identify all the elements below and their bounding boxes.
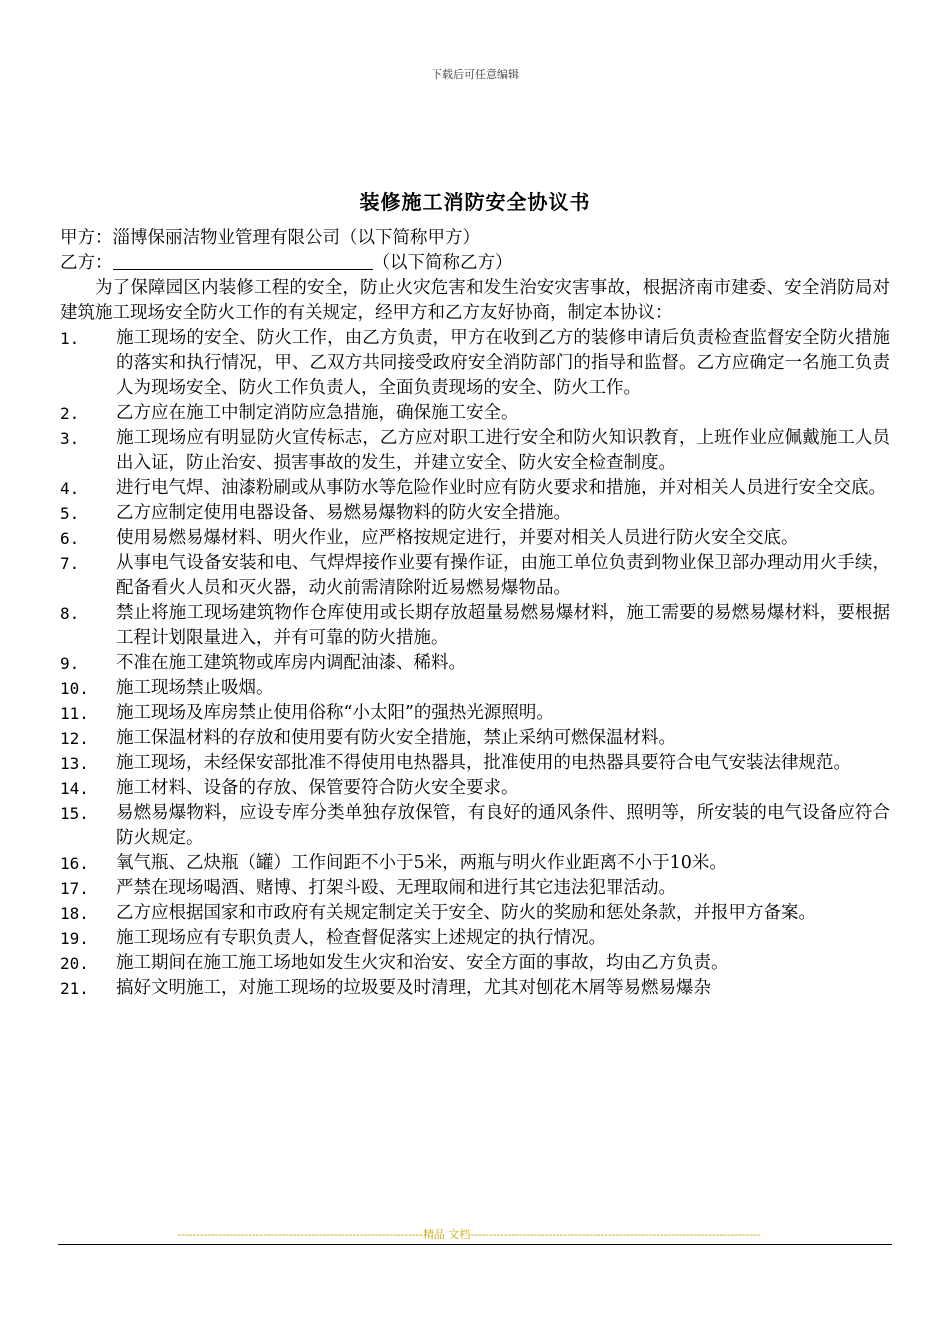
clause-number: 14. [60,779,89,798]
party-b-label: 乙方： [60,253,113,273]
clause-item [60,326,890,401]
clause-number: 12. [60,729,89,748]
footer-rule [58,1244,892,1245]
clause-text: 施工现场及库房禁止使用俗称“小太阳”的强热光源照明。 [116,703,554,723]
clause-text: 乙方应根据国家和市政府有关规定制定关于安全、防火的奖励和惩处条款，并报甲方备案。 [116,903,816,923]
clause-number: 17. [60,879,89,898]
clause-item [60,501,890,526]
clause-item [60,401,890,426]
clause-item [60,926,890,951]
document-body [60,226,890,1001]
clause-text: 不准在施工建筑物或库房内调配油漆、稀料。 [116,653,466,673]
clause-number: 9. [60,654,80,673]
clause-text: 禁止将施工现场建筑物作仓库使用或长期存放超量易燃易爆材料，施工需要的易燃易爆材料，要根据工程计划限量进入，并有可靠的防火措施。 [116,603,890,648]
clause-item [60,676,890,701]
clause-item [60,876,890,901]
clause-number: 20. [60,954,89,973]
clause-item [60,426,890,476]
clause-text: 乙方应在施工中制定消防应急措施，确保施工安全。 [116,403,519,423]
clause-item [60,551,890,601]
clause-item [60,651,890,676]
clause-number: 4. [60,479,80,498]
clause-item [60,801,890,851]
clause-item [60,776,890,801]
clause-text: 施工现场的安全、防火工作，由乙方负责，甲方在收到乙方的装修申请后负责检查监督安全防火措施的落实和执行情况，甲、乙双方共同接受政府安全消防部门的指导和监督。乙方应确定一名施工负责人为现场安全、防火工作负责人，全面负责现场的安全、防火工作。 [116,328,890,398]
clause-number: 19. [60,929,89,948]
clause-number: 6. [60,529,80,548]
clause-item [60,851,890,876]
clause-text: 施工现场，未经保安部批准不得使用电热器具，批准使用的电热器具要符合电气安装法律规范。 [116,753,851,773]
clause-number: 2. [60,404,80,423]
clause-item [60,601,890,651]
document-title: 装修施工消防安全协议书 [359,190,591,214]
clause-text: 使用易燃易爆材料、明火作业，应严格按规定进行，并要对相关人员进行防火安全交底。 [116,528,799,548]
party-b-line [60,251,890,276]
clause-number: 13. [60,754,89,773]
clause-text: 搞好文明施工，对施工现场的垃圾要及时清理，尤其对刨花木屑等易燃易爆杂 [116,978,711,998]
party-b-blank [113,251,373,270]
footer-dashes-left: ------------------------------------------------------------------ [177,1228,423,1241]
clause-text: 施工现场应有明显防火宣传标志，乙方应对职工进行安全和防火知识教育，上班作业应佩戴施工人员出入证，防止治安、损害事故的发生，并建立安全、防火安全检查制度。 [116,428,890,473]
clause-item [60,476,890,501]
clause-text: 施工现场禁止吸烟。 [116,678,274,698]
clause-text: 易燃易爆物料，应设专库分类单独存放保管，有良好的通风条件、照明等，所安装的电气设备应符合防火规定。 [116,803,890,848]
clause-text: 施工保温材料的存放和使用要有防火安全措施，禁止采纳可燃保温材料。 [116,728,676,748]
clause-item [60,951,890,976]
clause-number: 18. [60,904,89,923]
clause-number: 11. [60,704,89,723]
clause-item [60,751,890,776]
clause-number: 15. [60,804,89,823]
clause-text: 施工材料、设备的存放、保管要符合防火安全要求。 [116,778,519,798]
footer-dashes-right: ------------------------------------------------------------------------------ [470,1228,761,1241]
clause-text: 氧气瓶、乙炔瓶（罐）工作间距不小于5米，两瓶与明火作业距离不小于10米。 [116,853,727,873]
clause-text: 严禁在现场喝酒、赌博、打架斗殴、无理取闹和进行其它违法犯罪活动。 [116,878,676,898]
clause-text: 从事电气设备安装和电、气焊焊接作业要有操作证，由施工单位负责到物业保卫部办理动用火手续，配备看火人员和灭火器，动火前需清除附近易燃易爆物品。 [116,553,890,598]
page-header-note: 下载后可任意编辑 [431,68,519,81]
party-a-line: 甲方：淄博保丽洁物业管理有限公司（以下简称甲方） [60,228,480,248]
clause-list [60,326,890,1001]
clause-number: 3. [60,429,80,448]
clause-number: 5. [60,504,80,523]
clause-number: 1. [60,329,80,348]
clause-item [60,976,890,1001]
footer-label: 精品 文档 [422,1228,471,1241]
clause-text: 施工期间在施工施工场地如发生火灾和治安、安全方面的事故，均由乙方负责。 [116,953,729,973]
clause-text: 进行电气焊、油漆粉刷或从事防水等危险作业时应有防火要求和措施，并对相关人员进行安全交底。 [116,478,886,498]
clause-item [60,701,890,726]
clause-number: 8. [60,604,80,623]
clause-number: 7. [60,554,80,573]
clause-text: 乙方应制定使用电器设备、易燃易爆物料的防火安全措施。 [116,503,571,523]
party-b-suffix: （以下简称乙方） [372,253,513,273]
intro-paragraph: 为了保障园区内装修工程的安全，防止火灾危害和发生治安灾害事故，根据济南市建委、安全消防局对建筑施工现场安全防火工作的有关规定，经甲方和乙方友好协商，制定本协议： [60,278,890,323]
clause-item [60,901,890,926]
footer-banner [134,1226,804,1242]
clause-number: 10. [60,679,89,698]
clause-item [60,726,890,751]
clause-number: 21. [60,979,89,998]
clause-item [60,526,890,551]
clause-number: 16. [60,854,89,873]
clause-text: 施工现场应有专职负责人，检查督促落实上述规定的执行情况。 [116,928,606,948]
